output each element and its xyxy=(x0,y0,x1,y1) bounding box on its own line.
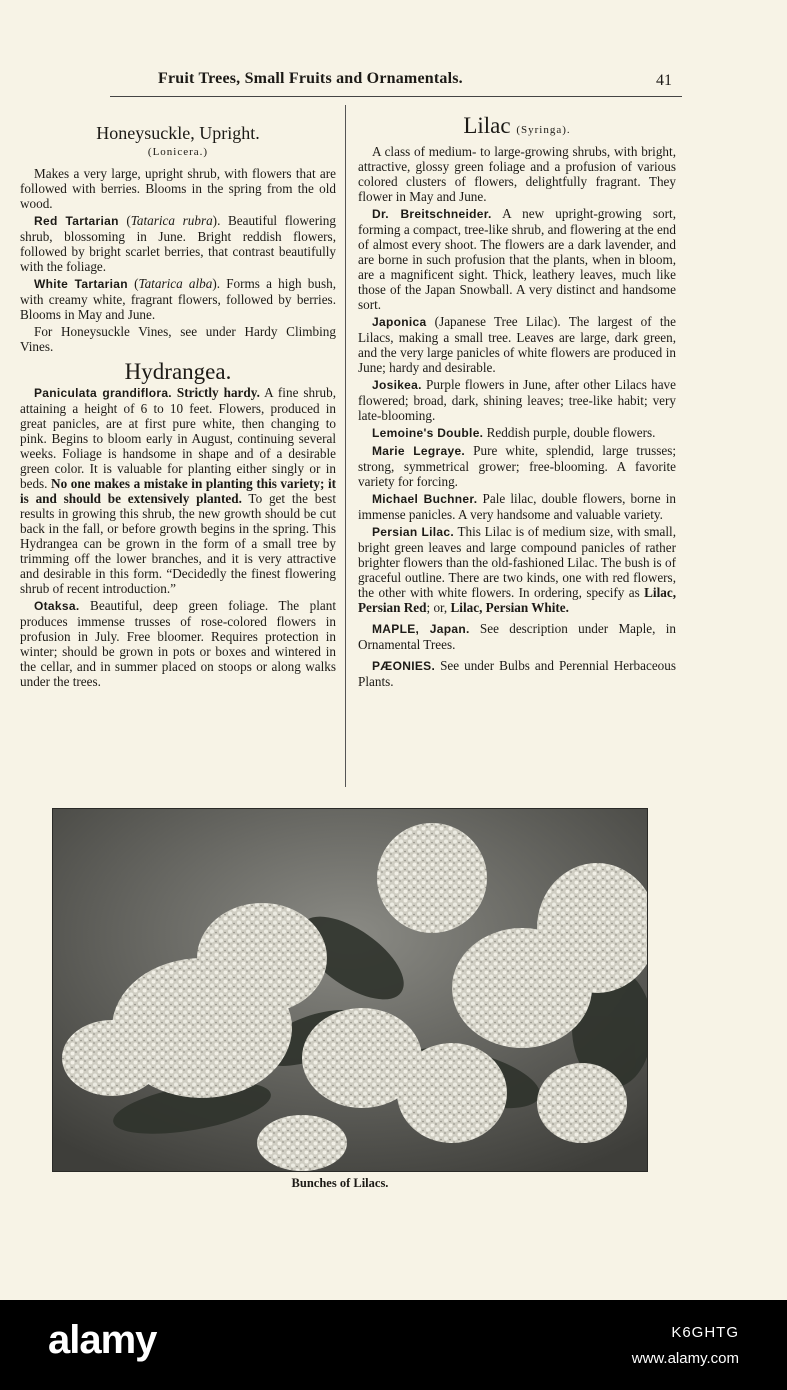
figure-caption: Bunches of Lilacs. xyxy=(291,1176,389,1190)
lilac-intro: A class of medium- to large-growing shrubs, with bright, attractive, glossy green foliage and a profusion of various colored clusters of flowers, delightfully fragrant. They flower in May and June. xyxy=(358,144,676,204)
otaksa-entry xyxy=(20,598,336,689)
honeysuckle-intro: Makes a very large, upright shrub, with flowers that are followed with berries. Blooms in the spring from the old wood. xyxy=(20,166,336,211)
site-url: www.alamy.com xyxy=(631,1350,739,1367)
red-tartarian-entry: Red Tartarian (Tatarica rubra). Beautiful flowering shrub, blossoming in June. Bright reddish flowers, followed by bright scarlet berries, that contrast beautifully with the foliage. xyxy=(20,213,336,274)
entry-term: Red Tartarian xyxy=(34,214,119,228)
right-column xyxy=(358,113,676,691)
watermark-bar xyxy=(0,1300,787,1390)
lilac-entry: Japonica (Japanese Tree Lilac). The largest of the Lilacs, making a small tree. Leaves are large, dark green, and the very large panicles of white flowers are produced in June; hardy and desirable. xyxy=(358,314,676,375)
lilac-subtitle: (Syringa). xyxy=(516,124,571,136)
column-divider xyxy=(345,105,346,787)
lilac-entry: Marie Legraye. Pure white, splendid, large trusses; strong, symmetrical grower; free-blooming. A favorite variety for forcing. xyxy=(358,443,676,489)
lilac-entry: Dr. Breitschneider. A new upright-growing sort, forming a compact, tree-like shrub, and flowering at the end of almost every shoot. The flowers are a dark lavender, and are borne in such profusion that the plants, when in bloom, are a magnificent sight. Thick, leathery leaves, much like those of the Japan Snowball. A very distinct and handsome sort. xyxy=(358,206,676,312)
lilac-entry: Michael Buchner. Pale lilac, double flowers, borne in immense panicles. A very handsome and valuable variety. xyxy=(358,491,676,522)
honeysuckle-subtitle: (Lonicera.) xyxy=(147,146,209,158)
white-tartarian-entry: White Tartarian (Tatarica alba). Forms a high bush, with creamy white, fragrant flowers, followed by berries. Blooms in May and June. xyxy=(20,276,337,322)
maple-entry: MAPLE, Japan. See description under Maple, in Ornamental Trees. xyxy=(358,621,676,652)
paniculata-entry: Paniculata grandiflora. Strictly hardy. A fine shrub, attaining a height of 6 to 10 feet. Flowers, produced in great panicles, are at first pure white, then changing to pink. Begins to bloom early in August, continuing several weeks. Foliage is handsome in shape and of a desirable green color. It is valuable for planting either singly or in beds. No one makes a mistake in planting this variety; it is and should be extensively planted. To get the best results in growing this shrub, the new growth should be cut back in the fall, or before growth begins in the spring. This Hydrangea can be grown in the form of a small tree by trimming off the lower branches, and it is very attractive and desirable in this form. “Decidedly the finest flowering shrub of recent introduction.” xyxy=(20,385,336,596)
running-title: Fruit Trees, Small Fruits and Ornamentals. xyxy=(158,70,463,87)
image-id: K6GHTG xyxy=(671,1324,739,1341)
honeysuckle-heading: Honeysuckle, Upright. xyxy=(96,123,260,143)
honeysuckle-note: For Honeysuckle Vines, see under Hardy Climbing Vines. xyxy=(20,324,336,354)
lilac-photo-illustration xyxy=(52,808,648,1172)
entry-text: Forms a high bush, with creamy white, fragrant flowers, followed by berries. Blooms in May and June. xyxy=(20,276,337,322)
latin-name: Tatarica alba xyxy=(138,276,213,291)
lilac-heading: Lilac (Syringa). xyxy=(463,113,571,138)
page-number: 41 xyxy=(656,72,672,89)
lilac-entry: Josikea. Purple flowers in June, after other Lilacs have flowered; broad, dark, shining leaves; tree-like habit; very late-blooming. xyxy=(358,377,676,423)
entry-text: Beautiful, deep green foliage. The plant produces immense trusses of rose-colored flowers in profusion in July. Free bloomer. Requires protection in winter; should be grown in pots or boxes and wintered in the cellar, and in summer placed on stoops or along walks under the trees. xyxy=(20,598,336,689)
page-header xyxy=(110,70,682,97)
entry-text: Beautiful flowering shrub, blossoming in June. Bright reddish flowers, followed by bright scarlet berries, that contrast beautifully with the foliage. xyxy=(20,213,336,274)
alamy-logo: alamy xyxy=(48,1318,157,1362)
persian-lilac-entry: Persian Lilac. This Lilac is of medium size, with small, bright green leaves and large compound panicles of rather brighter flowers than the old-fashioned Lilac. The bush is of graceful outline. There are two kinds, one with red flowers, the other with white flowers. In ordering, specify as Lilac, Persian Red; or, Lilac, Persian White. xyxy=(358,524,676,615)
lilac-entry: Lemoine's Double. Reddish purple, double flowers. xyxy=(372,425,656,440)
entry-term: White Tartarian xyxy=(34,277,128,291)
paeonies-entry: PÆONIES. See under Bulbs and Perennial Herbaceous Plants. xyxy=(358,658,676,689)
hydrangea-heading: Hydrangea. xyxy=(124,359,232,384)
latin-name: Tatarica rubra xyxy=(130,213,213,228)
entry-term: Paniculata grandiflora. xyxy=(34,386,172,400)
left-column xyxy=(20,122,336,691)
lilac-photograph xyxy=(52,808,648,1172)
entry-term: Otaksa. xyxy=(34,599,80,613)
